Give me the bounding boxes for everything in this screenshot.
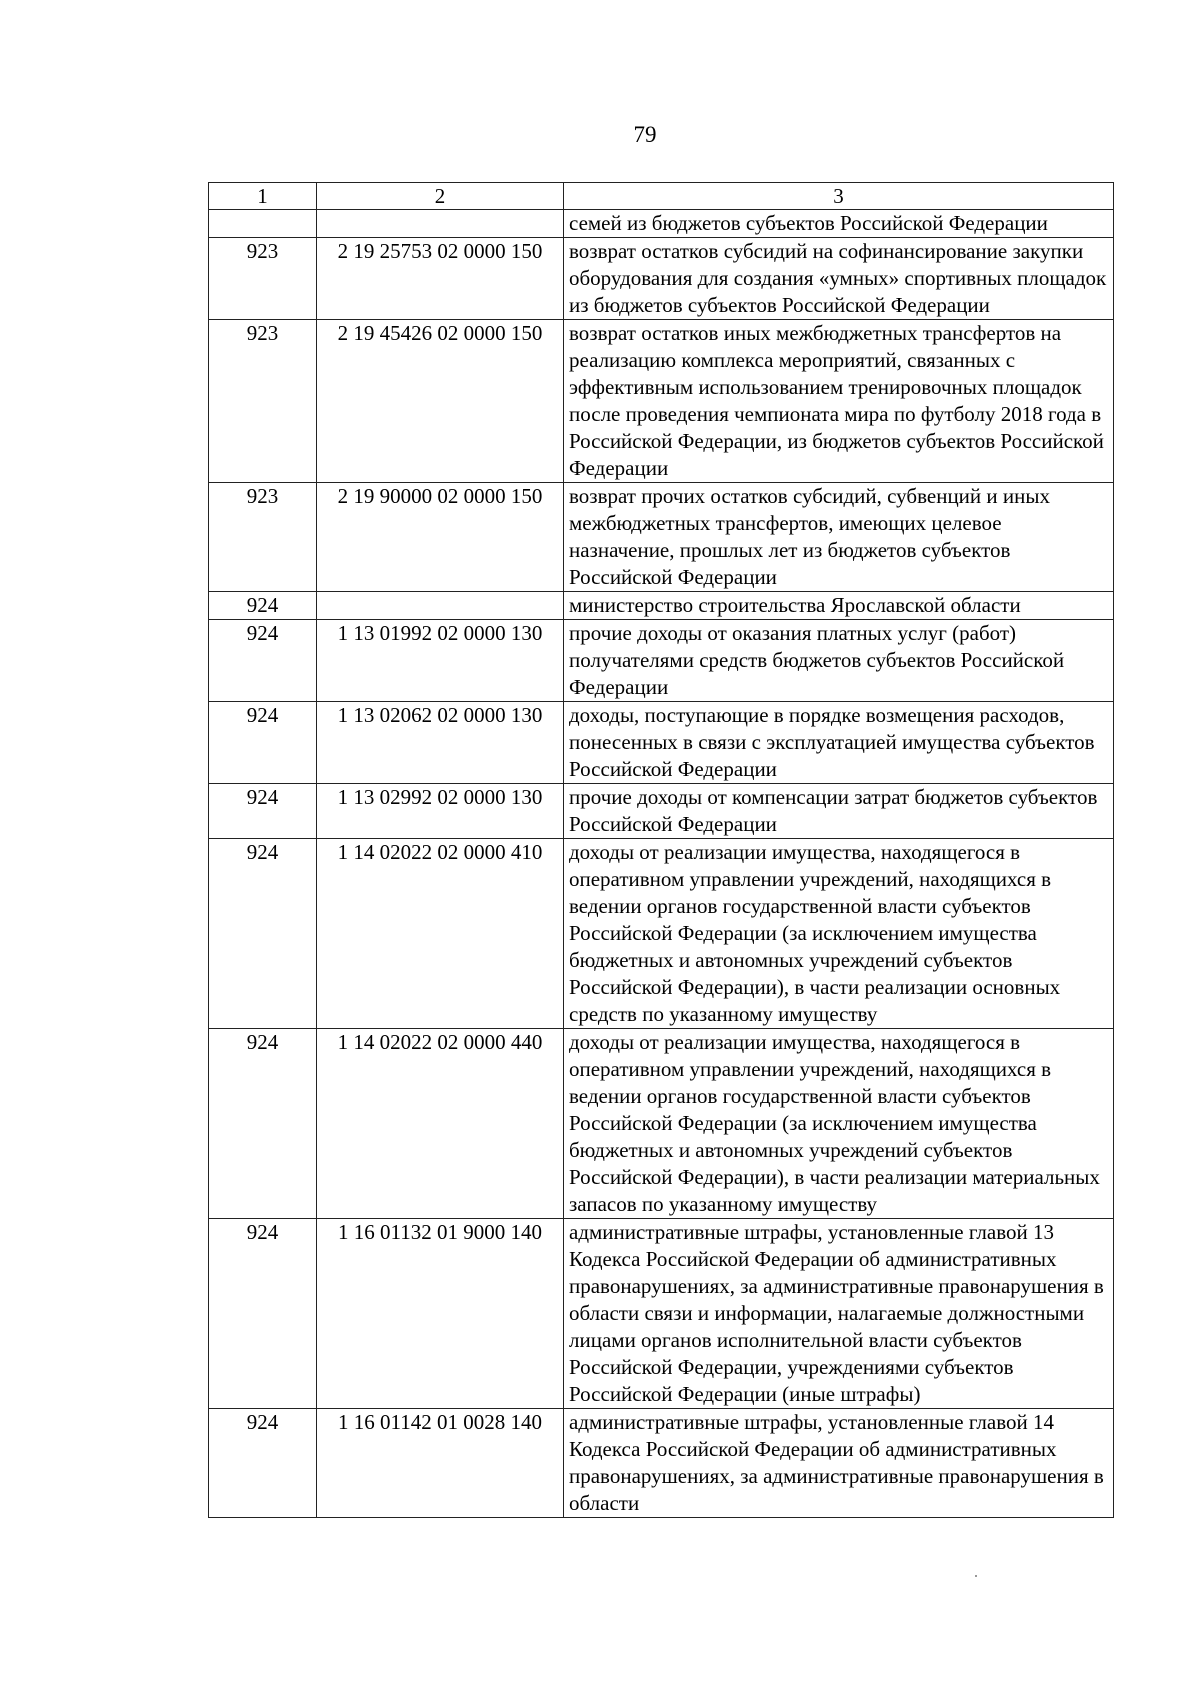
budget-code-cell: 1 16 01132 01 9000 140 [317,1219,564,1409]
table-row [209,620,1114,702]
table-header-row [209,183,1114,210]
table-row [209,210,1114,238]
table-row [209,238,1114,320]
table-row [209,1029,1114,1219]
page-number: 79 [633,122,657,147]
table-row [209,784,1114,839]
admin-code-cell: 923 [209,238,317,320]
column-header-admin: 1 [209,183,317,210]
table-row [209,483,1114,592]
revenue-name-cell: семей из бюджетов субъектов Российской Федерации [564,210,1114,238]
budget-code-cell: 1 13 02062 02 0000 130 [317,702,564,784]
revenue-name-cell: доходы от реализации имущества, находящегося в оперативном управлении учреждений, находящихся в ведении органов государственной власти субъектов Российской Федерации (за исключением имущества бюджетных и автономных учреждений субъектов Российской Федерации), в части реализации основных средств по указанному имуществу [564,839,1114,1029]
admin-code-cell: 924 [209,784,317,839]
revenue-name-cell: административные штрафы, установленные главой 13 Кодекса Российской Федерации об административных правонарушениях, за административные правонарушения в области связи и информации, налагаемые должностными лицами органов исполнительной власти субъектов Российской Федерации, учреждениями субъектов Российской Федерации (иные штрафы) [564,1219,1114,1409]
budget-code-cell: 1 16 01142 01 0028 140 [317,1409,564,1518]
revenue-name-cell: возврат прочих остатков субсидий, субвенций и иных межбюджетных трансфертов, имеющих целевое назначение, прошлых лет из бюджетов субъектов Российской Федерации [564,483,1114,592]
admin-code-cell: 923 [209,320,317,483]
admin-code-cell: 924 [209,592,317,620]
revenue-name-cell: доходы от реализации имущества, находящегося в оперативном управлении учреждений, находящихся в ведении органов государственной власти субъектов Российской Федерации (за исключением имущества бюджетных и автономных учреждений субъектов Российской Федерации), в части реализации материальных запасов по указанному имуществу [564,1029,1114,1219]
column-header-code: 2 [317,183,564,210]
revenue-name-cell: административные штрафы, установленные главой 14 Кодекса Российской Федерации об административных правонарушениях, за административные правонарушения в области [564,1409,1114,1518]
table-row [209,702,1114,784]
budget-code-cell [317,210,564,238]
admin-code-cell: 924 [209,839,317,1029]
budget-code-cell: 1 13 02992 02 0000 130 [317,784,564,839]
revenue-name-cell: возврат остатков субсидий на софинансирование закупки оборудования для создания «умных» спортивных площадок из бюджетов субъектов Российской Федерации [564,238,1114,320]
admin-code-cell: 924 [209,620,317,702]
table-row [209,320,1114,483]
revenue-name-cell: возврат остатков иных межбюджетных трансфертов на реализацию комплекса мероприятий, связанных с эффективным использованием тренировочных площадок после проведения чемпионата мира по футболу 2018 года в Российской Федерации, из бюджетов субъектов Российской Федерации [564,320,1114,483]
revenue-name-cell: министерство строительства Ярославской области [564,592,1114,620]
column-header-name: 3 [564,183,1114,210]
budget-code-cell: 2 19 90000 02 0000 150 [317,483,564,592]
table-row [209,592,1114,620]
budget-code-cell [317,592,564,620]
admin-code-cell: 924 [209,1409,317,1518]
admin-code-cell: 924 [209,702,317,784]
budget-code-cell: 1 14 02022 02 0000 410 [317,839,564,1029]
scan-speck [975,1575,977,1577]
revenue-name-cell: прочие доходы от оказания платных услуг (работ) получателями средств бюджетов субъектов Российской Федерации [564,620,1114,702]
table-row [209,1219,1114,1409]
budget-code-cell: 2 19 45426 02 0000 150 [317,320,564,483]
budget-code-cell: 2 19 25753 02 0000 150 [317,238,564,320]
admin-code-cell [209,210,317,238]
table-row [209,839,1114,1029]
revenue-name-cell: доходы, поступающие в порядке возмещения расходов, понесенных в связи с эксплуатацией имущества субъектов Российской Федерации [564,702,1114,784]
admin-code-cell: 924 [209,1029,317,1219]
admin-code-cell: 924 [209,1219,317,1409]
budget-codes-table [208,182,1114,1518]
admin-code-cell: 923 [209,483,317,592]
budget-code-cell: 1 14 02022 02 0000 440 [317,1029,564,1219]
table-row [209,1409,1114,1518]
budget-code-cell: 1 13 01992 02 0000 130 [317,620,564,702]
revenue-name-cell: прочие доходы от компенсации затрат бюджетов субъектов Российской Федерации [564,784,1114,839]
